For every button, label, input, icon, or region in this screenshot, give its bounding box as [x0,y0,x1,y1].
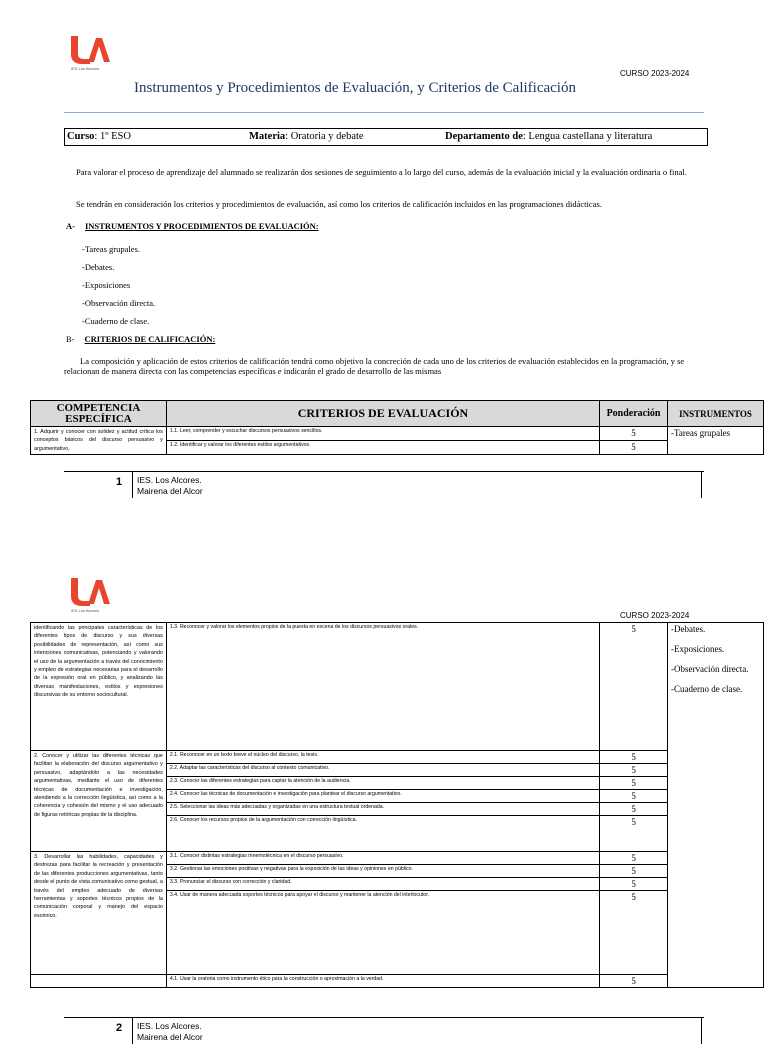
title-divider [64,112,704,113]
ponderacion-cell: 5 [600,623,668,751]
competencia-cell: 3. Desarrollar las habilidades, capacidades y destrezas para facilitar la recreación y presentación de las diferentes producciones argumentativas, tanto desde el punto de vista comunicativo como gestual, a través del empleo adecuado de diversas herramientas y soportes técnicos propios de la comunicación corporal y manejo del espacio escénico. [31,852,167,975]
criterio-cell: 2.3. Conocer las diferentes estrategias para captar la atención de la audiencia. [166,777,599,790]
section-b-heading: B- CRITERIOS DE CALIFICACIÓN: [66,334,216,344]
svg-text:IES Los Alcores: IES Los Alcores [71,608,100,613]
criterio-cell: 1.2. Identificar y valorar los diferentes estilos argumentativos. [166,441,599,455]
ponderacion-cell: 5 [600,777,668,790]
criterio-cell: 2.1. Reconocer en un texto breve el núcleo del discurso, la tesis. [166,751,599,764]
criteria-table-page-1 [30,400,764,455]
ponderacion-cell: 5 [600,427,668,441]
ponderacion-cell: 5 [600,764,668,777]
school-logo [68,576,114,614]
ponderacion-cell: 5 [600,751,668,764]
instrument-item: -Tareas grupales. [82,244,140,254]
instrument-item: -Debates. [82,262,115,272]
intro-paragraph-2: Se tendrán en consideración los criterios y procedimientos de evaluación, así como los criterios de calificación incluidos en las programaciones didácticas. [76,199,602,209]
ponderacion-cell: 5 [600,441,668,455]
instrumento-cell: -Tareas grupales [668,427,764,455]
intro-paragraph-1: Para valorar el proceso de aprendizaje del alumnado se realizarán dos sesiones de seguimiento a lo largo del curso, además de la evaluación inicial y la evaluación ordinaria o final. [76,167,687,177]
criterio-cell: 4.1. Usar la oratoria como instrumento ético para la construcción o aproximación a la verdad. [166,975,599,988]
ponderacion-cell: 5 [600,865,668,878]
criterio-cell: 2.6. Conocer los recursos propios de la argumentación con corrección lingüística. [166,816,599,852]
instrument-item: -Observación directa. [82,298,156,308]
ponderacion-cell: 5 [600,878,668,891]
page-title: Instrumentos y Procedimientos de Evaluación, y Criterios de Calificación [134,80,576,96]
criterio-cell: 3.3. Pronunciar el discurso con corrección y claridad. [166,878,599,891]
criterio-cell: 3.4. Usar de manera adecuada soportes técnicos para apoyar el discurso y mantener la atención del interlocutor. [166,891,599,975]
header-ponderacion: Ponderación [600,401,668,427]
instrument-item: -Exposiciones [82,280,131,290]
criteria-table-page-2 [30,622,764,988]
ponderacion-cell: 5 [600,816,668,852]
header-competencia: COMPETENCIA ESPECÍFICA [31,401,167,427]
page-2 [0,540,768,1042]
page-footer-2: 2 IES. Los Alcores. Mairena del Alcor [64,1017,704,1044]
competencia-cell: 2. Conocer y utilizar las diferentes técnicas que facilitan la elaboración del discurso argumentativo y persuasivo, adaptándolo a las necesidades argumentativas, mediante el uso de diferentes técnicas de documentación e investigación, atendiendo a la corrección lingüística, así como a la coherencia y cohesión del mismo y el uso adecuado de figuras retóricas propias de la disciplina. [31,751,167,852]
section-b-paragraph: La composición y aplicación de estos criterios de calificación tendrá como objetivo la concreción de cada uno de los criterios de evaluación establecidos en la programación, y se relacionan de manera directa con las competencias específicas e indicarán el grado de desarrollo de las mismas [64,356,685,376]
curso-year: CURSO 2023-2024 [620,69,690,78]
ponderacion-cell: 5 [600,975,668,988]
criterio-cell: 2.4. Conocer las técnicas de documentación e investigación para plantear el discurso argumentativo. [166,790,599,803]
header-criterios: CRITERIOS DE EVALUACIÓN [166,401,599,427]
criterio-cell: 1.3. Reconocer y valorar los elementos propios de la puesta en escena de los discursos persuasivos orales. [166,623,599,751]
svg-text:IES Los Alcores: IES Los Alcores [71,66,100,71]
criterio-cell: 2.5. Seleccionar las ideas más adecuadas y organizadas en una estructura textual ordenada. [166,803,599,816]
criterio-cell: 3.2. Gestionar las emociones positivas y negativas para la exposición de las ideas y opiniones en público. [166,865,599,878]
ponderacion-cell: 5 [600,852,668,865]
competencia-cell: 1. Adquirir y conocer con solidez y actitud crítica los conceptos básicos del discurso persuasivo y argumentativo, [31,427,167,455]
ponderacion-cell: 5 [600,803,668,816]
criterio-cell: 1.1. Leer, comprender y escuchar discursos persuasivos sencillos. [166,427,599,441]
competencia-cell-empty [31,975,167,988]
course-info-box: Curso: 1º ESO Materia: Oratoria y debate Departamento de: Lengua castellana y literatura [64,128,708,146]
criterio-cell: 3.1. Conocer distintas estrategias mnemotécnica en el discurso persuasivo. [166,852,599,865]
competencia-cell: identificando las principales características de los diferentes tipos de discurso y sus diversas posibilidades de representación, así como sus intenciones comunicativas, potenciando y valorando el uso de la argumentación a través del conocimiento y empleo de estrategias necesarias para el desarrollo de la expresión oral en público, y analizando las diversas manifestaciones, estilos y expresiones discursivas de su entorno sociocultural. [31,623,167,751]
curso-year: CURSO 2023-2024 [620,611,690,620]
school-logo [68,34,114,72]
ponderacion-cell: 5 [600,790,668,803]
instrument-item: -Cuaderno de clase. [82,316,150,326]
page-footer-1: 1 IES. Los Alcores. Mairena del Alcor [64,471,704,498]
criterio-cell: 2.2. Adaptar las características del discurso al contexto comunicativo. [166,764,599,777]
ponderacion-cell: 5 [600,891,668,975]
instrumentos-cell: -Debates. -Exposiciones. -Observación directa. -Cuaderno de clase. [668,623,764,988]
header-instrumentos: INSTRUMENTOS [668,401,764,427]
section-a-heading: A- INSTRUMENTOS Y PROCEDIMIENTOS DE EVALUACIÓN: [66,221,319,231]
